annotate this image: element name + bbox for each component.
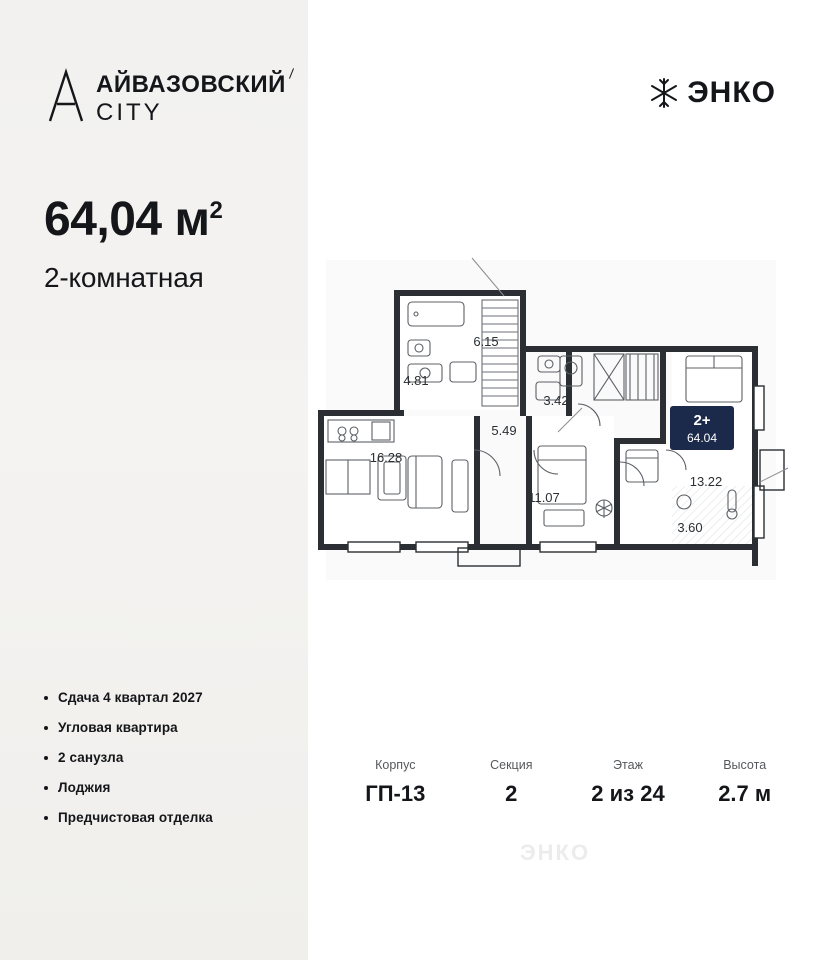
logo-a-mark-icon	[44, 68, 88, 124]
area-label-5-49: 5.49	[491, 423, 517, 438]
area-label-16-28: 16.28	[369, 450, 403, 465]
list-item	[44, 690, 274, 705]
bullet-icon	[44, 726, 48, 730]
spec-value: ГП-13	[365, 781, 426, 806]
developer-logo	[647, 76, 776, 110]
developer-name: ЭНКО	[687, 76, 776, 109]
bullet-icon	[44, 756, 48, 760]
left-info-panel	[0, 0, 308, 960]
spec-value: 2 из 24	[591, 781, 665, 806]
feature-label: Сдача 4 квартал 2027	[58, 690, 203, 705]
list-item	[44, 720, 274, 735]
spec-label: Этаж	[613, 758, 643, 772]
list-item	[44, 750, 274, 765]
list-item	[44, 810, 274, 825]
area-block	[44, 193, 223, 294]
badge-area: 64.04	[686, 431, 718, 445]
specs-row	[308, 758, 832, 807]
area-label-3-60: 3.60	[677, 520, 703, 535]
floor-plan-svg	[308, 150, 832, 710]
feature-label: Лоджия	[58, 780, 111, 795]
watermark: ЭНКО	[520, 840, 591, 865]
spec-label: Корпус	[375, 758, 416, 772]
area-unit-sup: 2	[209, 197, 223, 224]
area-label-3-42: 3.42	[543, 393, 569, 408]
feature-label: 2 санузла	[58, 750, 124, 765]
project-logo	[44, 68, 286, 127]
area-value	[44, 193, 223, 246]
spec-height	[709, 758, 781, 807]
feature-label: Предчистовая отделка	[58, 810, 213, 825]
feature-label: Угловая квартира	[58, 720, 178, 735]
spec-building	[359, 758, 431, 807]
spec-value: 2.7 м	[718, 781, 772, 806]
area-number: 64,04 м	[44, 193, 210, 246]
spec-section	[475, 758, 547, 807]
rooms-label: 2-комнатная	[44, 262, 204, 293]
logo-line-2: CITY	[96, 99, 163, 127]
bullet-icon	[44, 786, 48, 790]
spec-label: Высота	[723, 758, 767, 772]
area-label-4-81: 4.81	[403, 373, 429, 388]
area-label-13-22: 13.22	[689, 474, 723, 489]
enko-snowflake-icon	[647, 76, 681, 110]
spec-label: Секция	[490, 758, 533, 772]
badge-rooms: 2+	[693, 412, 711, 429]
spec-value: 2	[505, 781, 518, 806]
logo-line-1: АЙВАЗОВСКИЙ	[96, 72, 286, 97]
area-label-11-07: 11.07	[528, 490, 560, 505]
floor-plan	[308, 150, 832, 710]
area-label-6-15: 6.15	[473, 334, 499, 349]
logo-wordmark	[96, 68, 286, 127]
features-list	[44, 690, 274, 840]
bullet-icon	[44, 696, 48, 700]
bullet-icon	[44, 816, 48, 820]
plan-badge	[670, 406, 734, 450]
spec-floor	[591, 758, 664, 807]
list-item	[44, 780, 274, 795]
